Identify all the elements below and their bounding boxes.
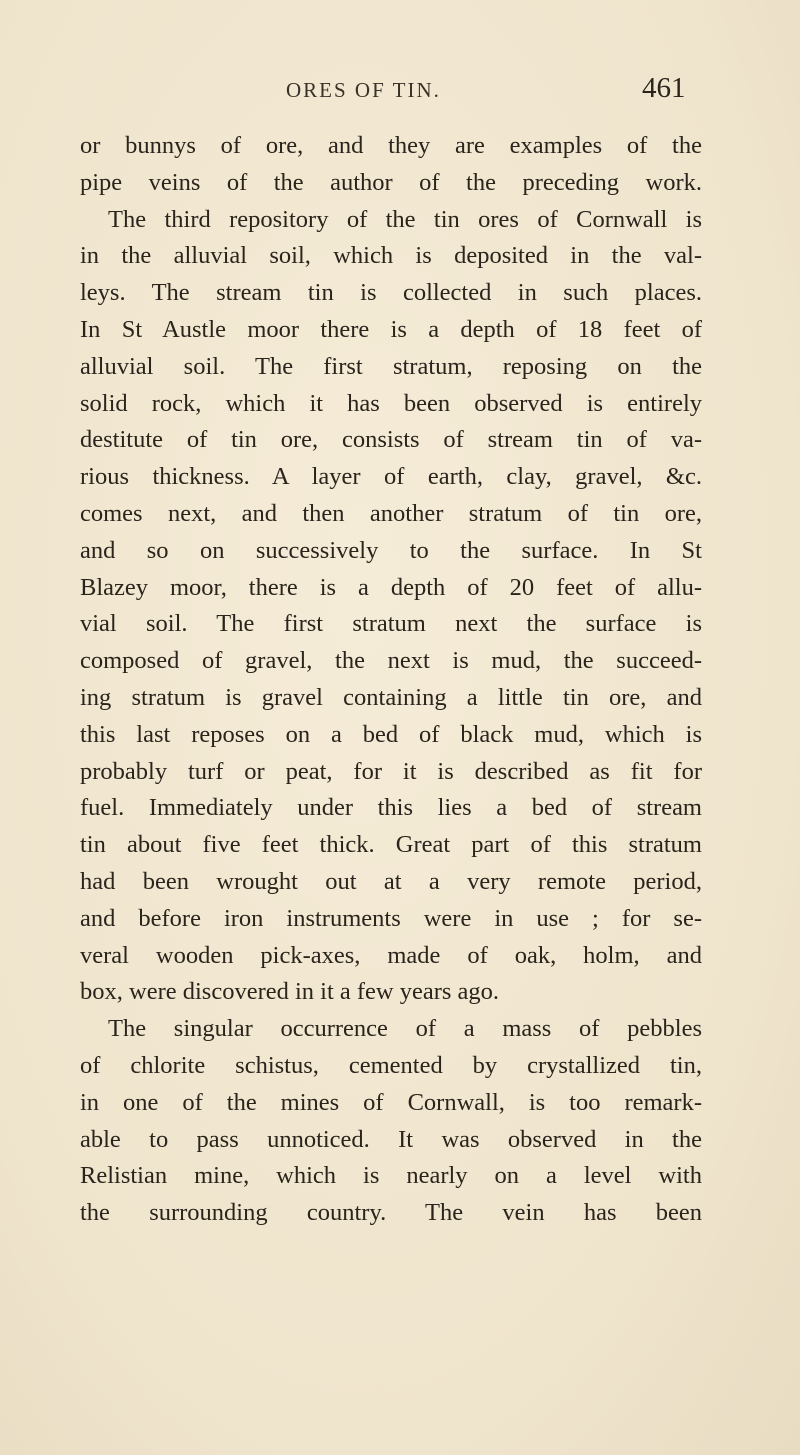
page-number: 461 (642, 72, 686, 104)
text-line: The third repository of the tin ores of Cornwall is (108, 205, 702, 233)
page-header (0, 72, 800, 118)
text-line: In St Austle moor there is a depth of 18 feet of (80, 315, 702, 343)
text-line: Blazey moor, there is a depth of 20 feet of allu- (80, 573, 702, 601)
text-line: box, were discovered in it a few years ago. (80, 978, 500, 1006)
text-line: rious thickness. A layer of earth, clay, gravel, &c. (80, 463, 702, 491)
text-line: leys. The stream tin is collected in such places. (80, 279, 702, 307)
text-line: and before iron instruments were in use ; for se- (80, 904, 702, 932)
text-line: able to pass unnoticed. It was observed in the (80, 1125, 702, 1153)
text-line: vial soil. The first stratum next the surface is (80, 610, 702, 638)
text-line: pipe veins of the author of the preceding work. (80, 168, 702, 196)
text-line: this last reposes on a bed of black mud, which is (80, 720, 702, 748)
text-line: composed of gravel, the next is mud, the succeed- (80, 647, 702, 675)
text-line: The singular occurrence of a mass of pebbles (108, 1015, 702, 1043)
text-line: ing stratum is gravel containing a little tin ore, and (80, 683, 702, 711)
text-line: probably turf or peat, for it is described as fit for (80, 757, 702, 785)
text-line: in the alluvial soil, which is deposited in the val- (80, 242, 702, 270)
text-line: of chlorite schistus, cemented by crystallized tin, (80, 1051, 702, 1079)
text-line: comes next, and then another stratum of tin ore, (80, 499, 702, 527)
text-line: solid rock, which it has been observed is entirely (80, 389, 702, 417)
text-line: Relistian mine, which is nearly on a level with (80, 1162, 702, 1190)
text-line: fuel. Immediately under this lies a bed of stream (80, 794, 702, 822)
text-line: tin about five feet thick. Great part of this stratum (80, 831, 702, 859)
text-line: veral wooden pick-axes, made of oak, holm, and (80, 941, 702, 969)
running-head: ORES OF TIN. (286, 78, 441, 102)
text-line: and so on successively to the surface. In St (80, 536, 702, 564)
text-line: the surrounding country. The vein has been (80, 1199, 702, 1227)
text-line: alluvial soil. The first stratum, reposing on the (80, 352, 702, 380)
text-line: had been wrought out at a very remote period, (80, 867, 702, 895)
body-text (80, 128, 702, 1232)
text-line: in one of the mines of Cornwall, is too remark- (80, 1088, 702, 1116)
text-line: destitute of tin ore, consists of stream tin of va- (80, 426, 702, 454)
text-line: or bunnys of ore, and they are examples of the (80, 132, 702, 159)
